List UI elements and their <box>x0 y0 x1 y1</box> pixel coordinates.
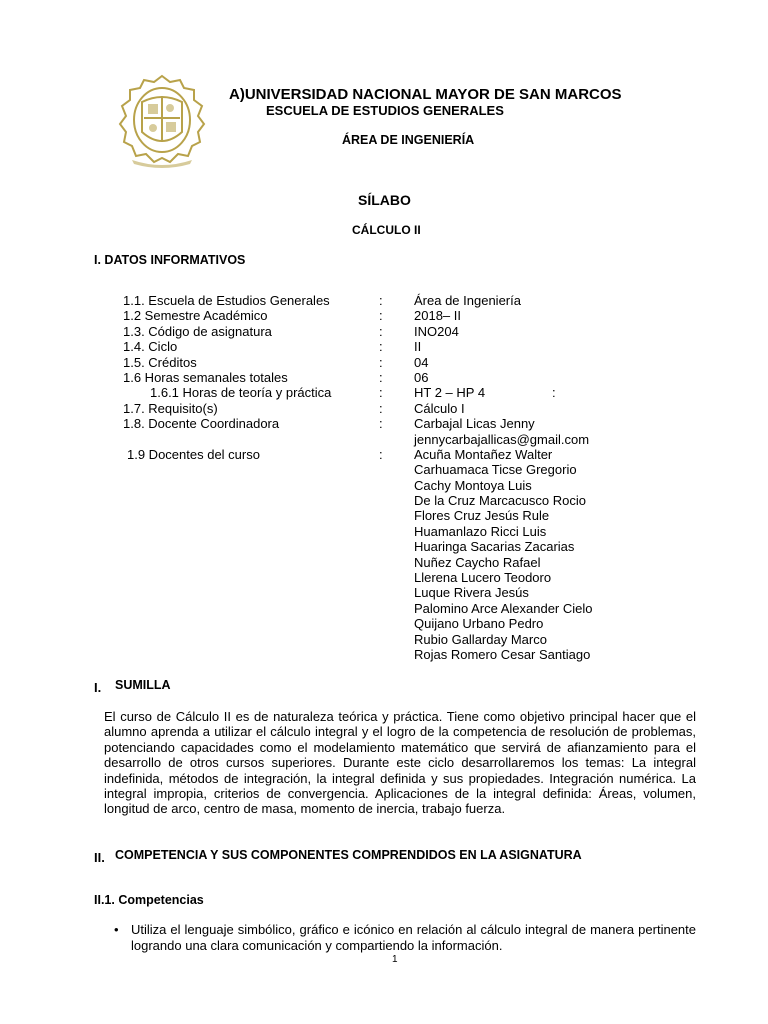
docente-name: Palomino Arce Alexander Cielo <box>414 601 593 616</box>
info-value: Carbajal Licas Jenny <box>414 416 535 431</box>
info-label: 1.9 Docentes del curso <box>127 447 260 462</box>
info-colon: : <box>379 308 383 323</box>
page-number: 1 <box>392 954 398 965</box>
coordinator-email: jennycarbajallicas@gmail.com <box>414 432 590 447</box>
info-value: II <box>414 339 422 354</box>
info-value: 06 <box>414 370 429 385</box>
info-label: 1.1. Escuela de Estudios Generales <box>123 293 330 308</box>
info-label: 1.2 Semestre Académico <box>123 308 268 323</box>
docente-name: Huaringa Sacarias Zacarias <box>414 539 575 554</box>
docente-name: Luque Rivera Jesús <box>414 585 529 600</box>
info-label: 1.8. Docente Coordinadora <box>123 416 280 431</box>
section-sumilla-heading: SUMILLA <box>115 678 171 692</box>
section-datos-informativos-heading: I. DATOS INFORMATIVOS <box>94 253 246 267</box>
info-row <box>0 355 768 371</box>
info-row <box>0 447 768 463</box>
info-label: 1.7. Requisito(s) <box>123 401 218 416</box>
info-row <box>0 370 768 386</box>
info-row <box>0 416 768 432</box>
info-row <box>0 293 768 309</box>
docente-name: Flores Cruz Jesús Rule <box>414 508 550 523</box>
info-row <box>0 324 768 340</box>
info-colon: : <box>379 324 383 339</box>
info-label: 1.6 Horas semanales totales <box>123 370 288 385</box>
competencias-subheading: II.1. Competencias <box>94 893 204 907</box>
info-colon: : <box>379 293 383 308</box>
docente-name: Cachy Montoya Luis <box>414 478 532 493</box>
info-colon: : <box>379 416 383 431</box>
docente-name: Carhuamaca Ticse Gregorio <box>414 462 577 477</box>
university-seal-icon <box>112 72 212 168</box>
info-colon: : <box>379 355 383 370</box>
section-number: I. <box>94 680 102 695</box>
docente-name: Rubio Gallarday Marco <box>414 632 547 647</box>
info-label: 1.5. Créditos <box>123 355 197 370</box>
info-row <box>0 432 768 448</box>
info-colon: : <box>379 385 383 400</box>
school-title: ESCUELA DE ESTUDIOS GENERALES <box>266 103 504 118</box>
sumilla-paragraph: El curso de Cálculo II es de naturaleza teórica y práctica. Tiene como objetivo principal hacer que el alumno aprenda a utilizar el cálculo integral y el logro de la competencia de resolución de problemas, potenciando capacidades como el modelamiento matemático que servirá de afianzamiento para el desarrollo de otros cursos superiores. Durante este ciclo desarrollaremos los temas: La integral indefinida, métodos de integración, la integral definida y sus propiedades. Integración numérica. La integral impropia, criterios de convergencia. Aplicaciones de la integral definida: Áreas, volumen, longitud de arco, centro de masa, momento de inercia, trabajo fuerza. <box>104 709 696 817</box>
docente-name: Nuñez Caycho Rafael <box>414 555 541 570</box>
info-value: INO204 <box>414 324 459 339</box>
competencia-bullet-text: Utiliza el lenguaje simbólico, gráfico e icónico en relación al cálculo integral de manera pertinente logrando una clara comunicación y compartiendo la información. <box>131 922 696 953</box>
docente-name: Huamanlazo Ricci Luis <box>414 524 547 539</box>
info-row <box>0 339 768 355</box>
section-competencia-heading: COMPETENCIA Y SUS COMPONENTES COMPRENDIDOS EN LA ASIGNATURA <box>115 848 582 862</box>
document-type-title: SÍLABO <box>358 192 411 208</box>
info-value: Área de Ingeniería <box>414 293 521 308</box>
info-value: 2018– II <box>414 308 461 323</box>
info-colon: : <box>379 401 383 416</box>
info-value: Acuña Montañez Walter <box>414 447 553 462</box>
info-label: 1.6.1 Horas de teoría y práctica <box>150 385 332 400</box>
info-value: Cálculo I <box>414 401 465 416</box>
info-row <box>0 401 768 417</box>
info-value: 04 <box>414 355 429 370</box>
area-title: ÁREA DE INGENIERÍA <box>342 133 475 147</box>
docente-name: Llerena Lucero Teodoro <box>414 570 552 585</box>
info-extra-colon: : <box>552 385 556 400</box>
info-label: 1.3. Código de asignatura <box>123 324 272 339</box>
university-title: A)UNIVERSIDAD NACIONAL MAYOR DE SAN MARCOS <box>229 86 622 103</box>
course-title: CÁLCULO II <box>352 223 421 237</box>
info-row <box>0 385 768 401</box>
docente-name: Rojas Romero Cesar Santiago <box>414 647 591 662</box>
info-colon: : <box>379 447 383 462</box>
info-value: HT 2 – HP 4 <box>414 385 486 400</box>
section-number: II. <box>94 850 105 865</box>
bullet-icon: • <box>114 922 119 937</box>
info-row <box>0 308 768 324</box>
info-colon: : <box>379 370 383 385</box>
info-colon: : <box>379 339 383 354</box>
docente-name: Quijano Urbano Pedro <box>414 616 544 631</box>
info-label: 1.4. Ciclo <box>123 339 178 354</box>
docente-name: De la Cruz Marcacusco Rocio <box>414 493 586 508</box>
